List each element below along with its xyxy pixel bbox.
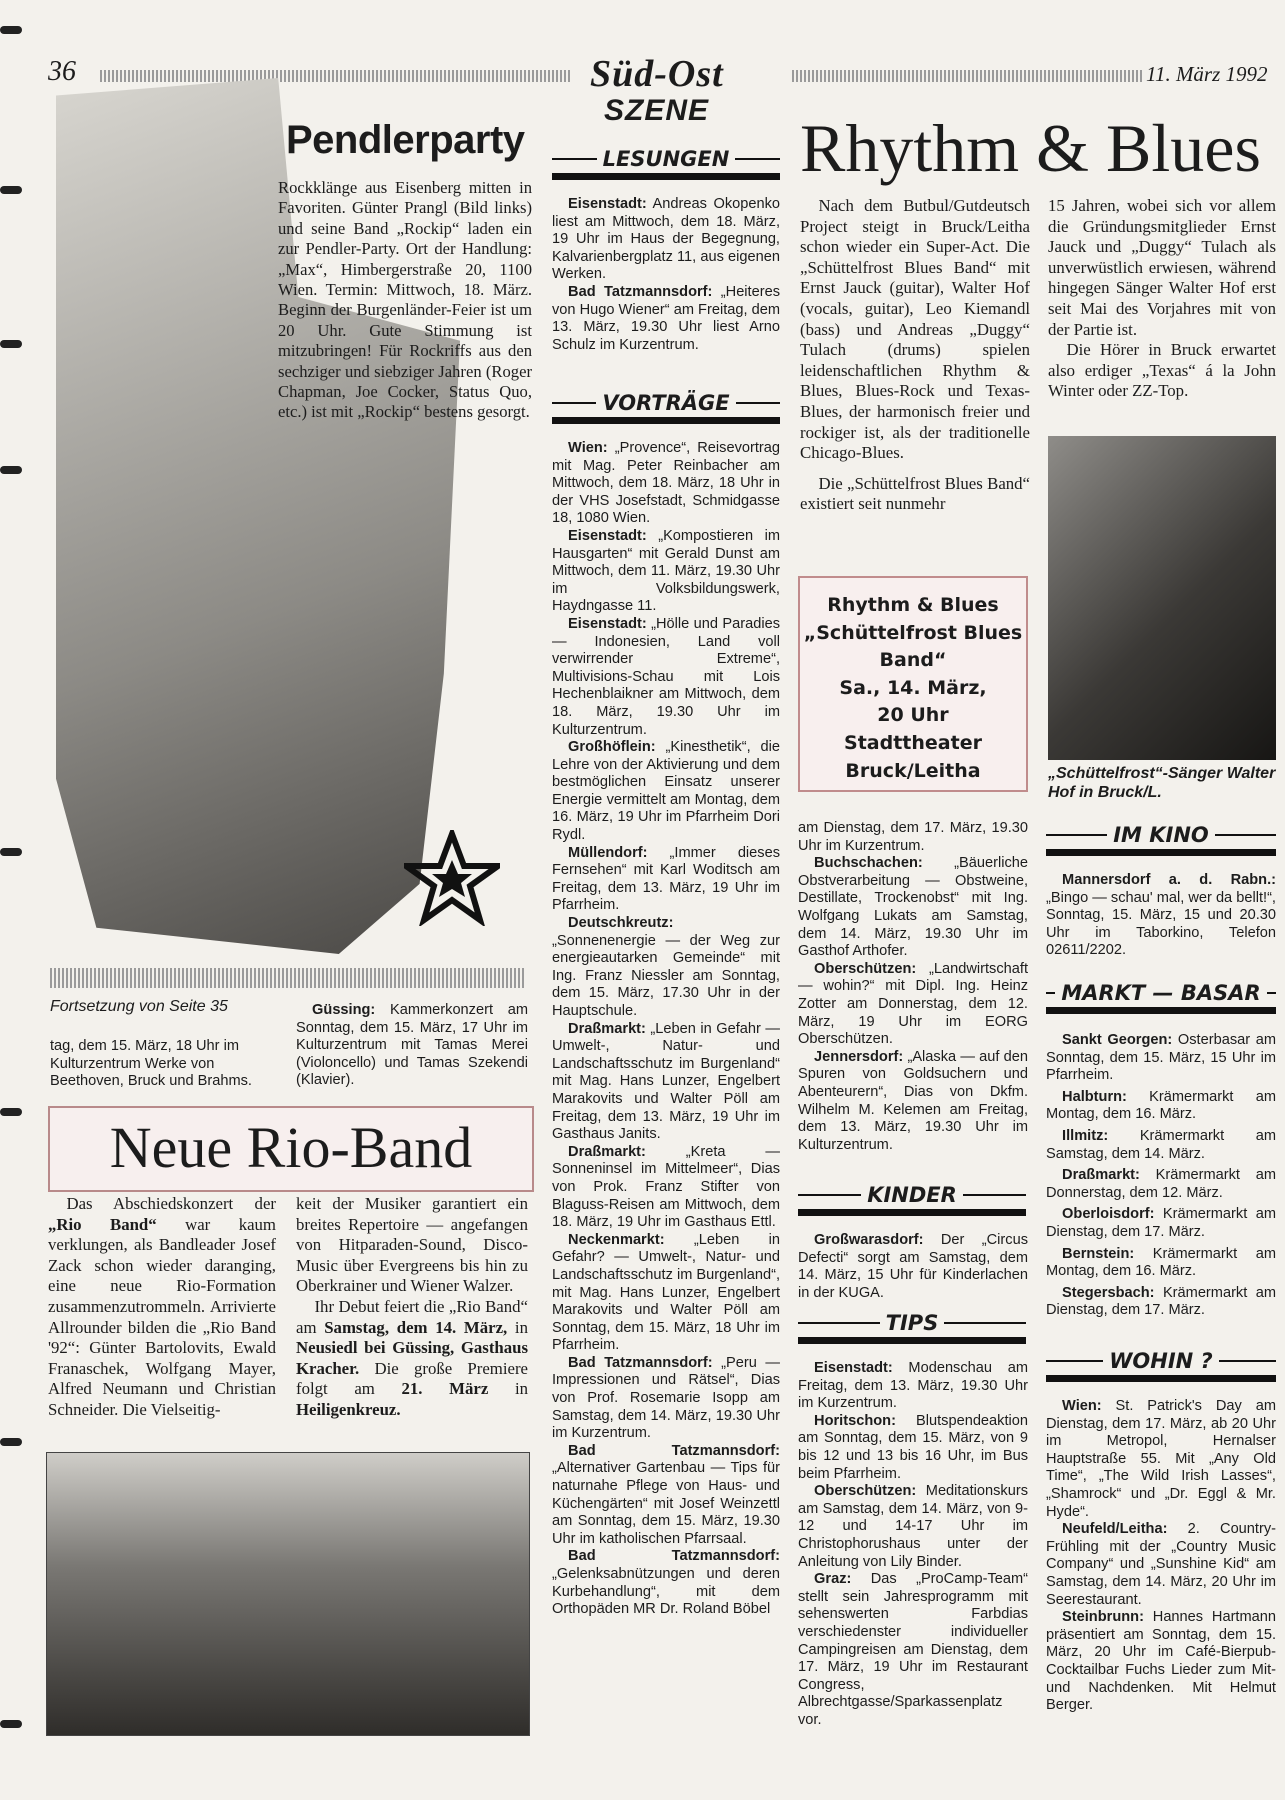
- rio-venue: Heiligenkreuz.: [296, 1399, 401, 1419]
- star-emblem: [404, 830, 500, 926]
- rio-text: war kaum verklungen, als Bandleader Josef Zack schon wieder daranging, eine neue Rio-Formation zusammenzutrommeln. Arrivierte Allrounder bilden die „Rio Band '92“: Günter Bartolovits, Ewald Franaschek, Wolfgang Mayer, Alfred Neumann und Christian Schneider. Die Vielseitig-: [48, 1214, 276, 1419]
- place-name: Illmitz:: [1062, 1127, 1109, 1144]
- list-item: [1046, 1398, 1276, 1521]
- event-text: Blutspendeaktion am Sonntag, dem 15. März, von 9 bis 12 und 13 bis 16 Uhr, im Bus beim Pfarrheim.: [798, 1412, 1028, 1482]
- place-name: Bad Tatzmannsdorf:: [568, 1354, 713, 1371]
- list-item: [798, 1413, 1028, 1483]
- list-item: [1046, 1246, 1276, 1281]
- place-name: Bad Tatzmannsdorf:: [568, 283, 713, 300]
- place-name: Wien:: [1062, 1398, 1102, 1414]
- header-rule-right: [792, 70, 1142, 82]
- rio-text: Die große Premiere folgt am: [296, 1358, 528, 1399]
- pendlerparty-title: Pendlerparty: [286, 118, 525, 162]
- event-text: „Leben in Gefahr — Umwelt-, Natur- und Landschaftsschutz im Burgenland“ mit Mag. Hans Lunzer, Engelbert Marakovits und Walter Pöll am Freitag, dem 13. März, 19 Uhr im Gasthaus Janits.: [552, 1020, 780, 1143]
- rio-text: in: [507, 1317, 528, 1337]
- list-item: [552, 196, 780, 284]
- event-text: am Dienstag, dem 17. März, 19.30 Uhr im Kurzentrum.: [798, 820, 1028, 854]
- place-name: Eisenstadt:: [568, 615, 647, 632]
- place-name: Eisenstadt:: [814, 1360, 893, 1376]
- event-text: „Alaska — auf den Spuren von Goldsuchern und Abenteurern“, Dias von Dkfm. Wilhelm M. Kelemen am Freitag, dem 13. März, 19.30 Uhr im Kulturzentrum.: [798, 1048, 1028, 1153]
- binder-mark: [0, 186, 22, 194]
- event-text: Modenschau am Freitag, dem 13. März, 19.30 Uhr im Kurzentrum.: [798, 1360, 1028, 1412]
- rio-text: Das Abschiedskonzert der: [66, 1194, 276, 1213]
- event-text: „Kinesthetik“, die Lehre von der Aktivierung und dem bestmöglichen Einsatz unserer Energie vermittelt am Montag, dem 16. März, 19 Uhr im Pfarrheim Dori Rydl.: [552, 739, 780, 844]
- rio-title-box: [48, 1106, 534, 1192]
- rio-col-1: [48, 1194, 276, 1421]
- rhythm-event-box: [798, 576, 1028, 792]
- masthead-top: Süd-Ost: [590, 53, 724, 95]
- event-text: „Heiteres von Hugo Wiener“ am Freitag, dem 13. März, 19.30 Uhr liest Arno Schulz im Kurzentrum.: [552, 283, 780, 353]
- rhythm-title: Rhythm & Blues: [800, 110, 1261, 186]
- singer-photo: [1048, 436, 1276, 760]
- event-text: 2. Country-Frühling mit der „Country Music Company“ und „Sunshine Kid“ am Samstag, dem 14. März, 20 Uhr im Seerestaurant.: [1046, 1521, 1276, 1608]
- event-text: „Provence“, Reisevortrag mit Mag. Peter Reinbacher am Mittwoch, dem 18. März, 18 Uhr in der VHS Josefstadt, Schmidgasse 18, 1080 Wien.: [552, 440, 780, 527]
- list-item: [1046, 1089, 1276, 1124]
- place-name: Jennersdorf:: [814, 1048, 904, 1065]
- place-name: Oberschützen:: [814, 960, 917, 977]
- event-text: „Hölle und Paradies — Indonesien, Land voll verwirrender Extreme“, Multivisions-Schau mit Lois Hechenblaikner am Mittwoch, dem 18. März, 19.30 Uhr im Kulturzentrum.: [552, 615, 780, 738]
- place-name: Bernstein:: [1062, 1245, 1135, 1262]
- list-item: [1046, 1521, 1276, 1609]
- wohin-list: [1046, 1398, 1276, 1715]
- event-text: „Gelenksabnützungen und deren Kurbehandlung“, mit dem Orthopäden MR Dr. Roland Böbel: [552, 1566, 780, 1618]
- list-item: [1046, 1609, 1276, 1715]
- event-text: „Kreta — Sonneninsel im Mittelmeer“, Dias von Prok. Franz Stifter von Blaguss-Reisen am Mittwoch, dem 18. März, 19 Uhr im Gasthaus Ettl.: [552, 1143, 780, 1231]
- tips-list: [798, 1360, 1028, 1729]
- rio-date: 21. März: [401, 1379, 489, 1399]
- rhythm-col-2: [1048, 196, 1276, 402]
- event-text: „Leben in Gefahr? — Umwelt-, Natur- und Landschaftsschutz im Burgenland“, mit Mag. Hans Lunzer, Engelbert Marakovits und Walter Pöll am Sonntag, dem 15. März, 18 Uhr im Pfarrheim.: [552, 1231, 780, 1354]
- event-text: „Landwirtschaft — wohin?“ mit Dipl. Ing. Heinz Zotter am Donnerstag, dem 12. März, 19 Uhr im EORG Oberschützen.: [798, 960, 1028, 1048]
- list-item: [798, 820, 1028, 855]
- rhythm-text: Nach dem Butbul/Gutdeutsch Project steigt in Bruck/Leitha schon wieder ein Super-Act. Die „Schüttelfrost Blues Band“ mit Ernst Jauck (guitar), Walter Hof (vocals, guitar), Leo Kiemandl (bass) und Andreas „Duggy“ Tulach (drums) spielen leidenschaftlichen Rhythm & Blues, Blues-Rock und Texas-Blues, der harmonisch freier und rockiger ist, als der traditionelle Chicago-Blues.: [800, 196, 1030, 463]
- list-item: [552, 1232, 780, 1355]
- singer-photo-caption: „Schüttelfrost“-Sänger Walter Hof in Bruck/L.: [1048, 765, 1276, 801]
- list-item: [798, 1571, 1028, 1729]
- place-name: Eisenstadt:: [568, 527, 647, 544]
- place-name: Steinbrunn:: [1062, 1609, 1144, 1626]
- list-item: [1046, 1167, 1276, 1202]
- event-text: Kammerkonzert am Sonntag, dem 15. März, 17 Uhr im Kulturzentrum mit Tamas Merei (Violoncello) und Tamas Szekendi (Klavier).: [296, 1002, 528, 1089]
- binder-mark: [0, 848, 22, 856]
- list-item: [552, 284, 780, 354]
- event-text: „Bingo — schau' mal, wer da bellt!“, Sonntag, 15. März, 15 und 20.30 Uhr im Taborkino, Telefon 02611/2202.: [1046, 889, 1276, 959]
- place-name: Oberschützen:: [814, 1483, 917, 1500]
- place-name: Mannersdorf a. d. Rabn.:: [1062, 872, 1276, 888]
- rio-title: Neue Rio-Band: [109, 1115, 473, 1180]
- place-name: Graz:: [814, 1571, 852, 1588]
- event-text: Krämermarkt am Dienstag, dem 17. März.: [1046, 1284, 1276, 1319]
- binder-mark: [0, 1108, 22, 1116]
- section-header-vortraege: VORTRÄGE: [552, 390, 780, 416]
- event-text: Krämermarkt am Samstag, dem 14. März.: [1046, 1127, 1276, 1162]
- list-item: [552, 915, 780, 1021]
- place-name: Halbturn:: [1062, 1088, 1127, 1105]
- list-item: [552, 528, 780, 616]
- list-item: [552, 845, 780, 915]
- place-name: Oberloisdorf:: [1062, 1206, 1155, 1223]
- rio-date: Samstag, dem 14. März,: [324, 1317, 508, 1337]
- place-name: Großhöflein:: [568, 739, 656, 756]
- kino-list: [1046, 872, 1276, 960]
- list-item: [1046, 1206, 1276, 1241]
- masthead: [560, 52, 792, 138]
- rio-band-name: „Rio Band“: [48, 1214, 157, 1234]
- place-name: Neufeld/Leitha:: [1062, 1521, 1168, 1538]
- masthead-bottom: SZENE: [604, 94, 710, 127]
- event-text: St. Patrick's Day am Dienstag, dem 17. März, ab 20 Uhr im Metropol, Hernalser Hauptstraße 55. Mit „Any Old Time“, „The Wild Irish Lasses“, „Shamrock“ und „Dr. Eggl & Mr. Hyde“.: [1046, 1398, 1276, 1520]
- event-box-line: Band“: [879, 649, 947, 672]
- rio-text: Ihr Debut feiert die „Rio Band“ am: [296, 1296, 528, 1337]
- list-item: [798, 1360, 1028, 1413]
- section-header-markt: MARKT — BASAR: [1046, 980, 1276, 1006]
- event-box-line: Rhythm & Blues: [827, 594, 999, 616]
- event-text: Krämermarkt am Montag, dem 16. März.: [1046, 1088, 1276, 1123]
- list-item: [1046, 1032, 1276, 1085]
- fortsetzung-left-text: tag, dem 15. März, 18 Uhr im Kulturzentrum Werke von Beethoven, Bruck und Brahms.: [50, 1038, 252, 1090]
- lesungen-list: [552, 196, 780, 354]
- event-text: Der „Circus Defecti“ sorgt am Samstag, dem 14. März, 15 Uhr für Kinderlachen in der KUGA.: [798, 1232, 1028, 1301]
- list-item: [1046, 1128, 1276, 1163]
- place-name: Draßmarkt:: [1062, 1167, 1140, 1184]
- place-name: Müllendorf:: [568, 844, 648, 861]
- rio-text: in: [488, 1379, 528, 1399]
- rhythm-text: 15 Jahren, wobei sich vor allem die Gründungsmitglieder Ernst Jauck und „Duggy“ Tulach als unverwüstlich erwiesen, während hingegen Sänger Walter Hof erst seit Mai des Vorjahres mit von der Partie ist.: [1048, 196, 1276, 339]
- binder-mark: [0, 1720, 22, 1728]
- pendlerparty-text: Rockklänge aus Eisenberg mitten in Favoriten. Günter Prangl (Bild links) und seine Band „Rockip“ laden ein zur Pendler-Party. Ort der Handlung: „Max“, Himbergerstraße 20, 1100 Wien. Termin: Mittwoch, 18. März. Beginn der Burgenländer-Feier ist um 20 Uhr. Gute Stimmung ist mitzubringen! Für Rockriffs aus den sechziger und siebziger Jahren (Roger Chapman, Joe Cocker, Status Quo, etc.) ist mit „Rockip“ bestens gesorgt.: [278, 178, 532, 422]
- binder-mark: [0, 340, 22, 348]
- event-text: „Immer dieses Fernsehen“ mit Karl Woditsch am Freitag, dem 13. März, 19 Uhr im Pfarrheim.: [552, 844, 780, 914]
- place-name: Eisenstadt:: [568, 196, 647, 212]
- place-name: Bad Tatzmannsdorf:: [568, 1442, 780, 1459]
- binder-mark: [0, 1438, 22, 1446]
- event-text: „Sonnenenergie — der Weg zur energieautarken Gemeinde“ mit Ing. Franz Niessler am Sonntag, dem 15. März, 17.30 Uhr in der Hauptschule.: [552, 932, 780, 1019]
- place-name: Wien:: [568, 440, 608, 456]
- binder-mark: [0, 26, 22, 34]
- section-header-kinder: KINDER: [798, 1182, 1026, 1208]
- event-text: Krämermarkt am Donnerstag, dem 12. März.: [1046, 1167, 1276, 1201]
- vortraege-continued-list: [798, 820, 1028, 1154]
- page-date: 11. März 1992: [1146, 62, 1268, 86]
- header-rule-left: [100, 70, 570, 82]
- list-item: [1046, 872, 1276, 960]
- rio-band-photo: [46, 1452, 530, 1736]
- list-item: [552, 1144, 780, 1232]
- place-name: Neckenmarkt:: [568, 1231, 665, 1248]
- rio-text: keit der Musiker garantiert ein breites Repertoire — angefangen von Hitparaden-Sound, Disco-Music über Evergreens bis hin zu Oberkrainer und Wiener Walzer.: [296, 1194, 528, 1296]
- event-text: Krämermarkt am Dienstag, dem 17. März.: [1046, 1206, 1276, 1240]
- list-item: [798, 1049, 1028, 1155]
- list-item: [552, 1021, 780, 1144]
- place-name: Draßmarkt:: [568, 1143, 646, 1160]
- rhythm-text: Die Hörer in Bruck erwartet also erdiger „Texas“ á la John Winter oder ZZ-Top.: [1048, 340, 1276, 401]
- event-box-line: 20 Uhr: [877, 704, 949, 727]
- event-text: Meditationskurs am Samstag, dem 14. März, von 9-12 und 14-17 Uhr im Christophorushaus unter der Anleitung von Lily Binder.: [798, 1483, 1028, 1570]
- list-item: [798, 855, 1028, 961]
- event-box-line: Stadttheater: [844, 731, 982, 754]
- event-text: Osterbasar am Sonntag, dem 15. März, 15 Uhr im Pfarrheim.: [1046, 1032, 1276, 1084]
- fortsetzung-caption: Fortsetzung von Seite 35: [50, 998, 228, 1015]
- list-item: [1046, 1285, 1276, 1320]
- place-name: Buchschachen:: [814, 855, 923, 872]
- list-item: [552, 1443, 780, 1549]
- section-header-im-kino: IM KINO: [1046, 822, 1276, 848]
- event-text: „Peru — Impressionen und Rätsel“, Dias von Prof. Rosemarie Isopp am Samstag, dem 14. März, 19.30 Uhr im Kurzentrum.: [552, 1354, 780, 1442]
- event-text: Andreas Okopenko liest am Mittwoch, dem 18. März, 19 Uhr im Haus der Begegnung, Kalvarienbergplatz 11, aus eigenen Werken.: [552, 196, 780, 283]
- vortraege-list: [552, 440, 780, 1619]
- list-item: [798, 1232, 1028, 1302]
- place-name: Draßmarkt:: [568, 1020, 646, 1037]
- rhythm-col-1: [800, 196, 1030, 515]
- section-header-lesungen: LESUNGEN: [552, 146, 780, 172]
- place-name: Güssing:: [312, 1002, 376, 1018]
- event-box-line: Bruck/Leitha: [845, 759, 981, 782]
- place-name: Bad Tatzmannsdorf:: [568, 1548, 780, 1565]
- event-text: „Bäuerliche Obstverarbeitung — Obstweine, Destillate, Trockenobst“ mit Ing. Wolfgang Lukats am Samstag, dem 14. März, 19.30 Uhr im Gasthof Arthofer.: [798, 855, 1028, 960]
- event-text: „Kompostieren im Hausgarten“ mit Gerald Dunst am Mittwoch, dem 11. März, 19.30 Uhr im Volksbildungswerk, Haydngasse 11.: [552, 527, 780, 615]
- event-text: Krämermarkt am Montag, dem 16. März.: [1046, 1245, 1276, 1280]
- fortsetzung-rule: [50, 968, 526, 988]
- list-item: [552, 739, 780, 845]
- rio-col-2: [296, 1194, 528, 1421]
- fortsetzung-right: [296, 1002, 528, 1090]
- page-number: 36: [48, 56, 76, 87]
- list-item: [552, 1548, 780, 1618]
- list-item: [552, 616, 780, 739]
- rhythm-text: Die „Schüttelfrost Blues Band“ existiert seit nunmehr: [800, 473, 1030, 514]
- section-header-tips: TIPS: [798, 1310, 1026, 1336]
- list-item: [552, 1355, 780, 1443]
- event-text: Hannes Hartmann präsentiert am Sonntag, dem 15. März, 20 Uhr im Café-Bierpub-Cocktailbar Fuchs Lieder zum Mit- und Nachdenken. Mit Helmut Berger.: [1046, 1609, 1276, 1714]
- place-name: Stegersbach:: [1062, 1284, 1155, 1301]
- event-box-line: Sa., 14. März,: [839, 676, 987, 699]
- binder-mark: [0, 466, 22, 474]
- list-item: [798, 961, 1028, 1049]
- event-text: Das „ProCamp-Team“ stellt sein Jahresprogramm mit sehenswerten Farbdias verschiedenster individueller Campingreisen am Dienstag, dem 17. März, 19 Uhr im Restaurant Congress, Albrechtgasse/Sparkassenplatz vor.: [798, 1571, 1028, 1728]
- rio-venue: Neusiedl bei Güssing, Gasthaus Kracher.: [296, 1338, 528, 1378]
- section-header-wohin: WOHIN ?: [1046, 1348, 1276, 1374]
- place-name: Horitschon:: [814, 1412, 896, 1429]
- kinder-list: [798, 1232, 1028, 1302]
- list-item: [552, 440, 780, 528]
- place-name: Großwarasdorf:: [814, 1232, 924, 1248]
- event-text: „Alternativer Gartenbau — Tips für naturnahe Pflege von Haus- und Küchengärten“ mit Josef Weinzettl am Sonntag, dem 15. März, 19.30 Uhr im katholischen Pfarrsaal.: [552, 1460, 780, 1547]
- place-name: Sankt Georgen:: [1062, 1032, 1173, 1048]
- place-name: Deutschkreutz:: [568, 915, 674, 932]
- markt-list: [1046, 1032, 1276, 1320]
- list-item: [798, 1483, 1028, 1571]
- event-box-line: „Schüttelfrost Blues: [803, 621, 1023, 644]
